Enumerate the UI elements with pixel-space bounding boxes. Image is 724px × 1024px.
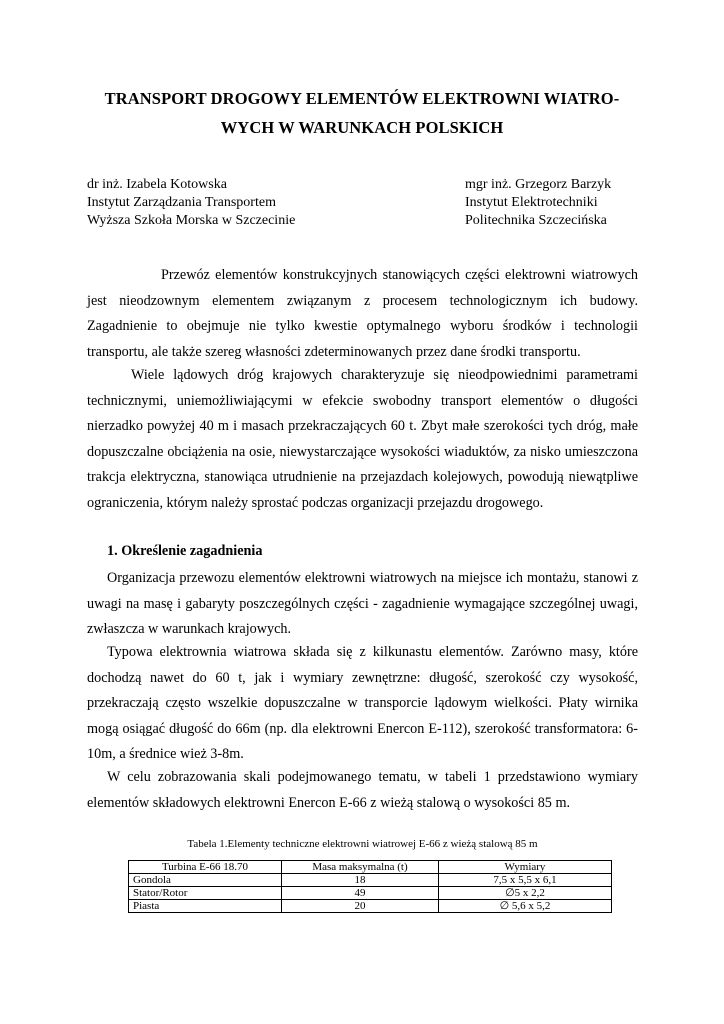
- section-paragraph-1: Organizacja przewozu elementów elektrowni wiatrowych na miejsce ich montażu, stanowi z uwagi na masę i gabaryty poszczególnych części - zagadnienie wymagające szczególnej uwagi, zwłaszcza w warunkach krajowych.: [87, 570, 638, 638]
- section-paragraph-3: W celu zobrazowania skali podejmowanego tematu, w tabeli 1 przedstawiono wymiary elementów składowych elektrowni Enercon E-66 z wieżą stalową o wysokości 85 m.: [87, 769, 638, 811]
- paper-title: [80, 84, 644, 142]
- table-row: [129, 887, 612, 900]
- author-institute: Instytut Zarządzania Transportem: [87, 195, 276, 210]
- author-name: mgr inż. Grzegorz Barzyk: [465, 177, 612, 192]
- author-university: Wyższa Szkoła Morska w Szczecinie: [87, 213, 296, 228]
- table-cell: 49: [282, 887, 439, 900]
- table-cell: 7,5 x 5,5 x 6,1: [439, 874, 612, 887]
- title-line-1: TRANSPORT DROGOWY ELEMENTÓW ELEKTROWNI WIATRO-: [104, 89, 620, 108]
- section-heading: 1. Określenie zagadnienia: [107, 543, 263, 559]
- table-caption: Tabela 1.Elementy techniczne elektrowni wiatrowej E-66 z wieżą stalową 85 m: [187, 838, 538, 850]
- author-university: Politechnika Szczecińska: [465, 213, 607, 228]
- table-cell: ∅5 x 2,2: [439, 887, 612, 900]
- table-row: [129, 874, 612, 887]
- intro-paragraph-2: Wiele lądowych dróg krajowych charakteryzuje się nieodpowiednimi parametrami technicznymi, uniemożliwiającymi w efekcie swobodny transport elementów o długości nierzadko powyżej 40 m i masach przekraczających 60 t. Zbyt małe szerokości tych dróg, małe dopuszczalne obciążenia na osie, niewystarczające wysokości wiaduktów, za nisko umieszczona trakcja elektryczna, stanowiąca utrudnienie na przejazdach kolejowych, powodują niewątpliwe ograniczenia, którym należy sprostać podczas organizacji przejazdu drogowego.: [87, 367, 638, 511]
- author-block-left: [87, 176, 295, 230]
- data-table: [128, 860, 612, 913]
- author-name: dr inż. Izabela Kotowska: [87, 177, 227, 192]
- table-row: [129, 900, 612, 913]
- table-header-row: [129, 861, 612, 874]
- table-cell: Piasta: [129, 900, 282, 913]
- table-cell: Stator/Rotor: [129, 887, 282, 900]
- column-header: Masa maksymalna (t): [282, 861, 439, 874]
- section-paragraph-2: Typowa elektrownia wiatrowa składa się z kilkunastu elementów. Zarówno masy, które dochodzą nawet do 60 t, jak i wymiary zewnętrzne: długość, szerokość czy wysokość, przekraczają często wszelkie dopuszczalne w transporcie lądowym wielkości. Płaty wirnika mogą osiągać długość do 66m (np. dla elektrowni Enercon E-112), szerokość transformatora: 6-10m, a średnice wież 3-8m.: [87, 644, 638, 763]
- intro-paragraph-1: Przewóz elementów konstrukcyjnych stanowiących części elektrowni wiatrowych jest nieodzownym elementem związanym z procesem technologicznym ich budowy. Zagadnienie to obejmuje nie tylko kwestie optymalnego wyboru środków i technologii transportu, ale także szereg własności zdeterminowanych przez dane środki transportu.: [87, 267, 638, 360]
- table-cell: Gondola: [129, 874, 282, 887]
- author-block-right: [465, 176, 611, 230]
- column-header: Wymiary: [439, 861, 612, 874]
- table-cell: 18: [282, 874, 439, 887]
- column-header: Turbina E-66 18.70: [129, 861, 282, 874]
- title-line-2: WYCH W WARUNKACH POLSKICH: [220, 118, 504, 137]
- table-cell: 20: [282, 900, 439, 913]
- table-cell: ∅ 5,6 x 5,2: [439, 900, 612, 913]
- author-institute: Instytut Elektrotechniki: [465, 195, 598, 210]
